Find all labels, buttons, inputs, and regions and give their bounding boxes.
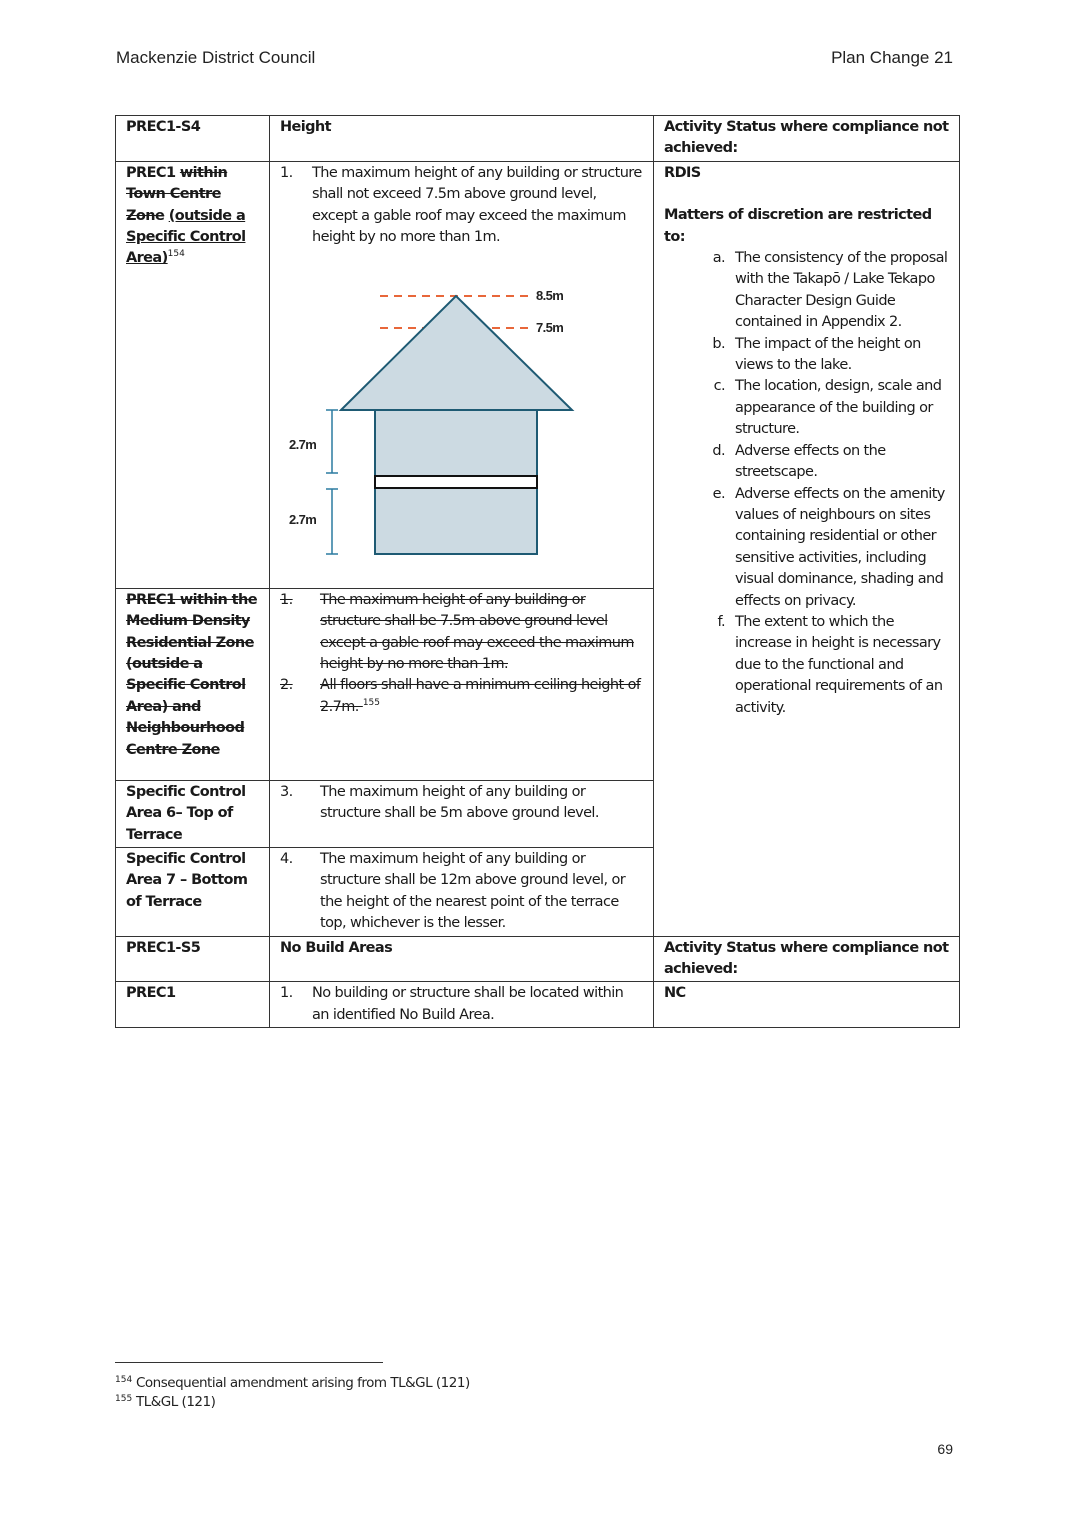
height-diagram <box>284 256 584 556</box>
status-value: RDIS <box>664 164 701 181</box>
list-item: b. The impact of the height on views to the lake. <box>712 335 921 374</box>
document-header-plan: Plan Change 21 <box>831 48 953 67</box>
table-row-s5-prec1 <box>116 982 960 1028</box>
page-number: 69 <box>937 1441 953 1457</box>
rule-cell-sca7 <box>270 848 654 937</box>
rule-cell-no-build <box>270 982 654 1028</box>
document-header-org: Mackenzie District Council <box>116 48 316 67</box>
table-row-s4-header <box>116 116 960 162</box>
label-8-5m: 8.5m <box>536 288 564 304</box>
rule-item: 3. The maximum height of any building or structure shall be 5m above ground level. <box>280 783 599 822</box>
matters-heading: Matters of discretion are restricted to: <box>664 207 932 245</box>
s5-status-value: NC <box>654 982 960 1028</box>
footnote-155: $^{155}$ TL&GL (121) <box>115 1394 216 1410</box>
floor-slab-shape <box>375 476 537 488</box>
rule-cell-town-centre <box>270 161 654 588</box>
s4-code: PREC1-S4 <box>116 116 270 162</box>
table-row-s4-town-centre <box>116 161 960 588</box>
list-item: d. Adverse effects on the streetscape. <box>712 442 886 481</box>
zone-sca6: Specific Control Area 6– Top of Terrace <box>116 780 270 847</box>
zone-sca7: Specific Control Area 7 – Bottom of Terrace <box>116 848 270 937</box>
list-item: e. Adverse effects on the amenity values of neighbours on sites containing residential or other sensitive activities, including visual dominance, shading and effects on privacy. <box>712 485 945 609</box>
table-row-s5-header <box>116 936 960 982</box>
standards-table <box>115 115 960 1028</box>
s4-status-heading: Activity Status where compliance not achieved: <box>654 116 960 162</box>
dimension-marker-upper <box>326 410 338 473</box>
list-item: f. The extent to which the increase in height is necessary due to the functional and operational requirements of an activity. <box>717 613 943 716</box>
label-2-7m-lower: 2.7m <box>289 512 317 528</box>
s5-title: No Build Areas <box>270 936 654 982</box>
label-2-7m-upper: 2.7m <box>289 437 317 453</box>
gable-roof-shape <box>341 296 572 410</box>
zone-medium-density: PREC1 within the Medium Density Residential Zone (outside a Specific Control Area) and Neighbourhood Centre Zone <box>116 588 270 780</box>
footnote-separator <box>115 1362 383 1363</box>
footnote-154: $^{154}$ Consequential amendment arising from TL&GL (121) <box>115 1375 470 1391</box>
list-item: c. The location, design, scale and appearance of the building or structure. <box>713 378 942 438</box>
rule-item: 1. No building or structure shall be located within an identified No Build Area. <box>280 985 624 1023</box>
matters-list <box>664 248 949 719</box>
rule-cell-medium-density <box>270 588 654 780</box>
matters-of-discretion-cell <box>654 161 960 936</box>
s4-title: Height <box>270 116 654 162</box>
s5-code: PREC1-S5 <box>116 936 270 982</box>
zone-prec1: PREC1 <box>116 982 270 1028</box>
rule-item: 4. The maximum height of any building or structure shall be 12m above ground level, or the height of the nearest point of the terrace top, whichever is the lesser. <box>280 851 626 932</box>
zone-town-centre: PREC1 within Town Centre Zone (outside a Specific Control Area)$^{154}$ <box>116 161 270 588</box>
dimension-marker-lower <box>326 489 338 554</box>
label-7-5m: 7.5m <box>536 320 564 336</box>
rule-cell-sca6 <box>270 780 654 847</box>
list-item: a. The consistency of the proposal with the Takapō / Lake Tekapo Character Design Guide contained in Appendix 2. <box>712 250 948 331</box>
s5-status-heading: Activity Status where compliance not achieved: <box>654 936 960 982</box>
rule-item: 2. All floors shall have a minimum ceiling height of 2.7m. $^{155}$ <box>280 677 641 715</box>
rule-item: 1. The maximum height of any building or structure shall be 7.5m above ground level except a gable roof may exceed the maximum height by no more than 1m. <box>280 591 634 673</box>
rule-item: 1. The maximum height of any building or structure shall not exceed 7.5m above ground level, except a gable roof may exceed the maximum height by no more than 1m. <box>280 164 642 246</box>
